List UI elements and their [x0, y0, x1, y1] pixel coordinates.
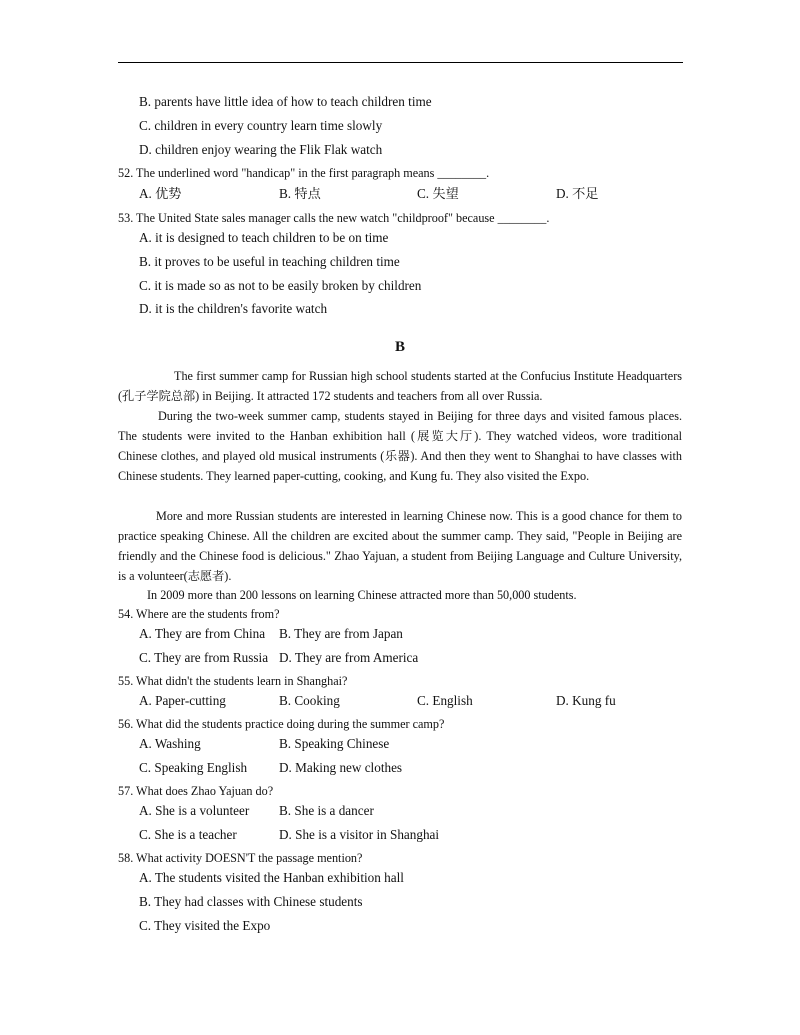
question-57-option-d: D. She is a visitor in Shanghai: [279, 827, 440, 842]
question-57-option-c: C. She is a teacher: [139, 827, 237, 842]
question-53-option-a: A. it is designed to teach children to be on time: [139, 230, 389, 245]
question-52-option-b: B. 特点: [279, 186, 321, 201]
question-54-option-c: C. They are from Russia: [139, 650, 269, 665]
question-57-option-b: B. She is a dancer: [279, 803, 374, 818]
question-54-option-b: B. They are from Japan: [279, 626, 403, 641]
question-58-stem: 58. What activity DOESN'T the passage mention?: [118, 851, 363, 865]
question-58-option-a: A. The students visited the Hanban exhibition hall: [139, 870, 404, 885]
question-53-stem: 53. The United State sales manager calls the new watch "childproof" because ________.: [118, 211, 550, 225]
question-53-option-d: D. it is the children's favorite watch: [139, 301, 328, 316]
question-52-option-a: A. 优势: [139, 186, 182, 201]
passage-paragraph-4: In 2009 more than 200 lessons on learning Chinese attracted more than 50,000 students.: [147, 588, 577, 602]
question-55-option-d: D. Kung fu: [556, 693, 616, 708]
prev-option-b: B. parents have little idea of how to teach children time: [139, 94, 432, 109]
question-56-stem: 56. What did the students practice doing during the summer camp?: [118, 717, 445, 731]
question-56-option-d: D. Making new clothes: [279, 760, 403, 775]
question-55-stem: 55. What didn't the students learn in Shanghai?: [118, 674, 348, 688]
question-54-option-a: A. They are from China: [139, 626, 266, 641]
question-52-option-c: C. 失望: [417, 186, 459, 201]
passage-paragraph-3: More and more Russian students are interested in learning Chinese now. This is a good chance for them to practice speaking Chinese. All the children are excited about the summer camp. They said, "People in Beijing are friendly and the Chinese food is delicious." Zhao Yajuan, a student from Beijing Language and Culture University, is a volunteer(志愿者).: [118, 509, 682, 583]
question-55-option-b: B. Cooking: [279, 693, 340, 708]
question-55-option-c: C. English: [417, 693, 473, 708]
question-54-option-d: D. They are from America: [279, 650, 419, 665]
question-52-stem: 52. The underlined word "handicap" in the first paragraph means ________.: [118, 166, 490, 180]
question-57-stem: 57. What does Zhao Yajuan do?: [118, 784, 274, 798]
question-56-option-b: B. Speaking Chinese: [279, 736, 390, 751]
question-57-option-a: A. She is a volunteer: [139, 803, 250, 818]
header-rule: [118, 62, 683, 63]
prev-option-d: D. children enjoy wearing the Flik Flak watch: [139, 142, 383, 157]
question-53-option-c: C. it is made so as not to be easily broken by children: [139, 278, 422, 293]
question-58-option-b: B. They had classes with Chinese students: [139, 894, 363, 909]
question-55-option-a: A. Paper-cutting: [139, 693, 226, 708]
question-58-option-c: C. They visited the Expo: [139, 918, 271, 933]
passage-paragraph-1: The first summer camp for Russian high school students started at the Confucius Institute Headquarters (孔子学院总部) in Beijing. It attracted 172 students and teachers from all over Russia.: [118, 369, 682, 403]
question-56-option-a: A. Washing: [139, 736, 201, 751]
section-title: B: [394, 339, 405, 355]
passage-paragraph-2: During the two-week summer camp, students stayed in Beijing for three days and visited famous places. The students were invited to the Hanban exhibition hall (展览大厅). They watched videos, wore traditional Chinese clothes, and played old musical instruments (乐器). And then they went to Shanghai to have classes with Chinese students. They learned paper-cutting, cooking, and Kung fu. They also visited the Expo.: [118, 409, 682, 483]
question-52-option-d: D. 不足: [556, 186, 599, 201]
question-54-stem: 54. Where are the students from?: [118, 607, 280, 621]
question-53-option-b: B. it proves to be useful in teaching children time: [139, 254, 400, 269]
question-56-option-c: C. Speaking English: [139, 760, 248, 775]
prev-option-c: C. children in every country learn time slowly: [139, 118, 383, 133]
